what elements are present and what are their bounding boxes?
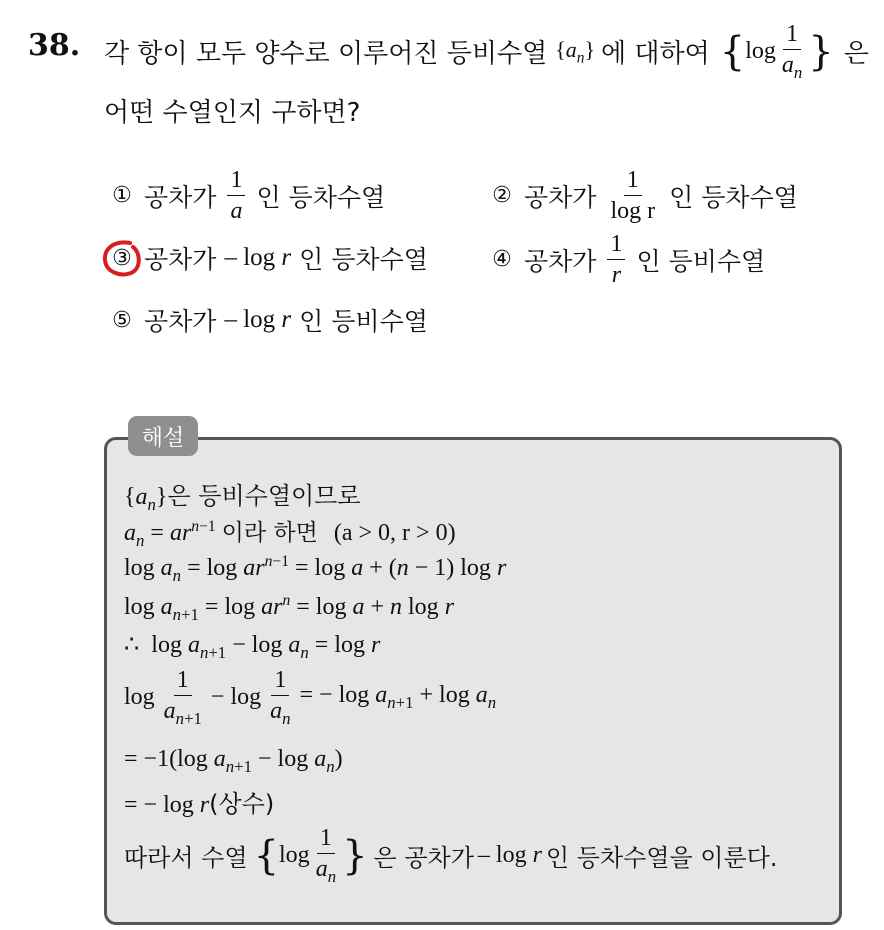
choice-text: 인 등차수열 xyxy=(669,182,798,212)
solution-line-2: $a_n = ar^{n-1}$ 이라 하면 (a > 0, r > 0) xyxy=(124,518,456,550)
solution-line-1: $\{a_n\}$은 등비수열이므로 xyxy=(124,482,361,514)
solution-line-5: ∴ $\log a_{n+1} - \log a_n = \log r$ xyxy=(124,632,381,662)
choice-fraction: $\frac{1}{r}$ xyxy=(607,232,625,287)
choice-1[interactable] xyxy=(108,168,385,223)
choice-fraction: $\frac{1}{a}$ xyxy=(227,168,245,223)
choice-text: 인 등비수열 xyxy=(636,246,766,276)
solution-line-7: = −1(log $a_{n+1} - \log a_n$) xyxy=(124,746,343,776)
choice-math: – log r xyxy=(224,244,292,271)
selected-answer-circle-icon xyxy=(100,239,144,279)
choice-text: 인 등비수열 xyxy=(299,307,428,336)
choice-3[interactable] xyxy=(108,240,428,276)
question-mid: 에 대하여 xyxy=(601,39,710,70)
choice-text: 공차가 xyxy=(144,245,217,274)
choice-fraction: $\frac{1}{\text{log r}}$ xyxy=(610,167,656,224)
solution-line-4: $\log a_{n+1} = \log ar^n = \log a + n$ log r xyxy=(124,592,455,624)
choice-text: 공차가 xyxy=(144,182,217,212)
question-line-1 xyxy=(104,22,869,82)
choice-5[interactable] xyxy=(108,302,428,338)
question-prefix: 각 항이 모두 양수로 이루어진 등비수열 xyxy=(104,39,548,70)
log-reciprocal-sequence: { log $\frac{1}{a_n}$ } xyxy=(719,21,834,82)
choice-marker: ④ xyxy=(492,247,512,272)
solution-tag: 해설 xyxy=(128,416,198,456)
choice-text: 인 등차수열 xyxy=(299,245,428,274)
choice-text: 공차가 xyxy=(524,182,597,212)
solution-line-9: 따라서 수열 { log $\frac{1}{a_n}$ } 은 공차가 – log r 인 등차수열을 이룬다. xyxy=(124,825,778,886)
question-number: 38. xyxy=(28,28,81,63)
choice-text: 공차가 xyxy=(144,307,217,336)
choice-4[interactable] xyxy=(488,232,765,287)
solution-line-8: = − log r(상수) xyxy=(124,790,275,818)
question-suffix: 은 xyxy=(843,39,869,70)
choice-marker: ② xyxy=(492,183,512,208)
solution-line-6: log $\frac{1}{a_{n+1}}$ − log $\frac{1}{a_n}$ = − $\log a_{n+1} + \log a_n$ xyxy=(124,667,497,728)
choice-text: 공차가 xyxy=(524,246,597,276)
choice-math: – log r xyxy=(224,306,292,333)
choice-2[interactable] xyxy=(488,168,798,223)
sequence-notation: $\{a_n\}$ xyxy=(555,36,596,66)
choice-marker: ③ xyxy=(108,246,136,271)
choice-marker: ① xyxy=(112,183,132,208)
solution-line-3: $\log a_n = \log ar^{n-1} = \log a + (n - 1)$ log r xyxy=(124,553,507,585)
choice-marker: ⑤ xyxy=(112,307,132,333)
question-line-2: 어떤 수열인지 구하면? xyxy=(104,98,361,128)
choice-text: 인 등차수열 xyxy=(256,182,386,212)
